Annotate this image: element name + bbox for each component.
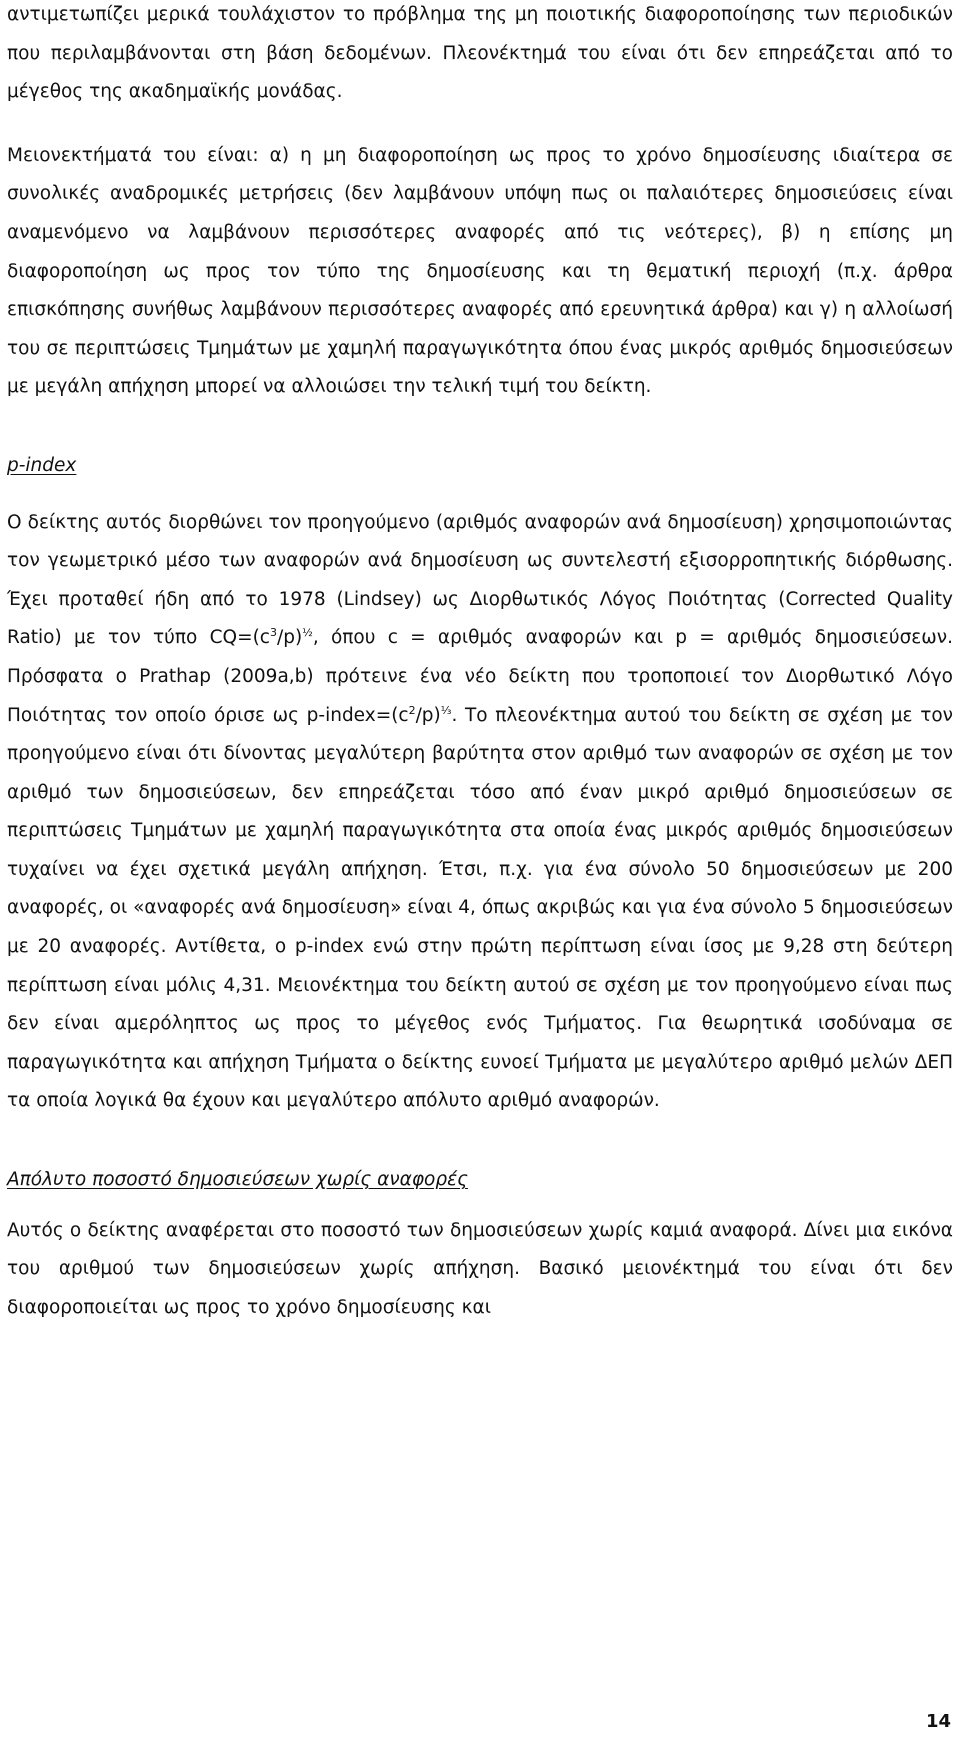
formula-superscript-half: ½: [302, 626, 313, 640]
formula-superscript-third: ⅓: [440, 703, 452, 717]
p-index-text-4: /p): [415, 704, 441, 726]
paragraph-uncited: Αυτός ο δείκτης αναφέρεται στο ποσοστό των δημοσιεύσεων χωρίς καμιά αναφορά. Δίνει μια εικόνα του αριθμού των δημοσιεύσεων χωρίς απήχηση. Βασικό μειονέκτημά του είναι ότι δεν διαφοροποιείται ως προς το χρόνο δημοσίευσης και: [7, 1219, 953, 1318]
formula-superscript-3: 3: [269, 626, 277, 640]
paragraph-p-index: [7, 504, 953, 1122]
section-heading-p-index: p-index: [7, 454, 77, 476]
paragraph-intro: αντιμετωπίζει μερικά τουλάχιστον το πρόβλημα της μη ποιοτικής διαφοροποίησης των περιοδικών που περιλαμβάνονται στη βάση δεδομένων. Πλεονέκτημά του είναι ότι δεν επηρεάζεται από το μέγεθος της ακαδημαϊκής μονάδας.: [7, 4, 953, 103]
paragraph-disadvantages: Μειονεκτήματά του είναι: α) η μη διαφοροποίηση ως προς το χρόνο δημοσίευσης ιδιαίτερα σε συνολικές αναδρομικές μετρήσεις (δεν λαμβάνουν υπόψη πως οι παλαιότερες δημοσιεύσεις είναι αναμενόμενο να λαμβάνουν περισσότερες αναφορές από τις νεότερες), β) η επίσης μη διαφοροποίηση ως προς τον τύπο της δημοσίευσης και τη θεματική περιοχή (π.χ. άρθρα επισκόπησης συνήθως λαμβάνουν περισσότερες αναφορές από ερευνητικά άρθρα) και γ) η αλλοίωσή του σε περιπτώσεις Τμημάτων με χαμηλή παραγωγικότητα όπου ένας μικρός αριθμός δημοσιεύσεων με μεγάλη απήχηση μπορεί να αλλοιώσει την τελική τιμή του δείκτη.: [7, 144, 953, 398]
p-index-text-2: /p): [276, 627, 303, 649]
section-heading-uncited-percentage: Απόλυτο ποσοστό δημοσιεύσεων χωρίς αναφορές: [7, 1169, 468, 1191]
document-page: [7, 0, 953, 1327]
p-index-text-3: , όπου c = αριθμός αναφορών και p = αριθμός δημοσιεύσεων. Πρόσφατα ο Prathap (2009a,b) πρότεινε ένα νέο δείκτη που τροποποιεί τον Διορθωτικό Λόγο Ποιότητας τον οποίο όρισε ως p-index=(c: [7, 627, 954, 726]
page-number: 14: [925, 1711, 951, 1732]
p-index-text-5: . Το πλεονέκτημα αυτού του δείκτη σε σχέση με τον προηγούμενο είναι ότι δίνοντας μεγαλύτερη βαρύτητα στον αριθμό των αναφορών σε σχέση με τον αριθμό των δημοσιεύσεων, δεν επηρεάζεται τόσο από έναν μικρό αριθμό δημοσιεύσεων σε περιπτώσεις Τμημάτων με χαμηλή παραγωγικότητα στα οποία ένας μικρός αριθμός δημοσιεύσεων τυχαίνει να έχει σχετικά μεγάλη απήχηση. Έτσι, π.χ. για ένα σύνολο 50 δημοσιεύσεων με 200 αναφορές, οι «αναφορές ανά δημοσίευση» είναι 4, όπως ακριβώς και για ένα σύνολο 5 δημοσιεύσεων με 20 αναφορές. Αντίθετα, ο p-index ενώ στην πρώτη περίπτωση είναι ίσος με 9,28 στη δεύτερη περίπτωση είναι μόλις 4,31. Μειονέκτημα του δείκτη αυτού σε σχέση με τον προηγούμενο είναι πως δεν είναι αμερόληπτος ως προς το μέγεθος ενός Τμήματος. Για θεωρητικά ισοδύναμα σε παραγωγικότητα και απήχηση Τμήματα ο δείκτης ευνοεί Τμήματα με μεγαλύτερο αριθμό μελών ΔΕΠ τα οποία λογικά θα έχουν και μεγαλύτερο απόλυτο αριθμό αναφορών.: [7, 704, 953, 1112]
formula-superscript-2: 2: [408, 703, 416, 717]
p-index-text-1: Ο δείκτης αυτός διορθώνει τον προηγούμενο (αριθμός αναφορών ανά δημοσίευση) χρησιμοποιώντας τον γεωμετρικό μέσο των αναφορών ανά δημοσίευση ως συντελεστή εξισορροπητικής διόρθωσης. Έχει προταθεί ήδη από το 1978 (Lindsey) ως Διορθωτικός Λόγος Ποιότητας (Corrected Quality Ratio) με τον τύπο CQ=(c: [7, 511, 953, 649]
